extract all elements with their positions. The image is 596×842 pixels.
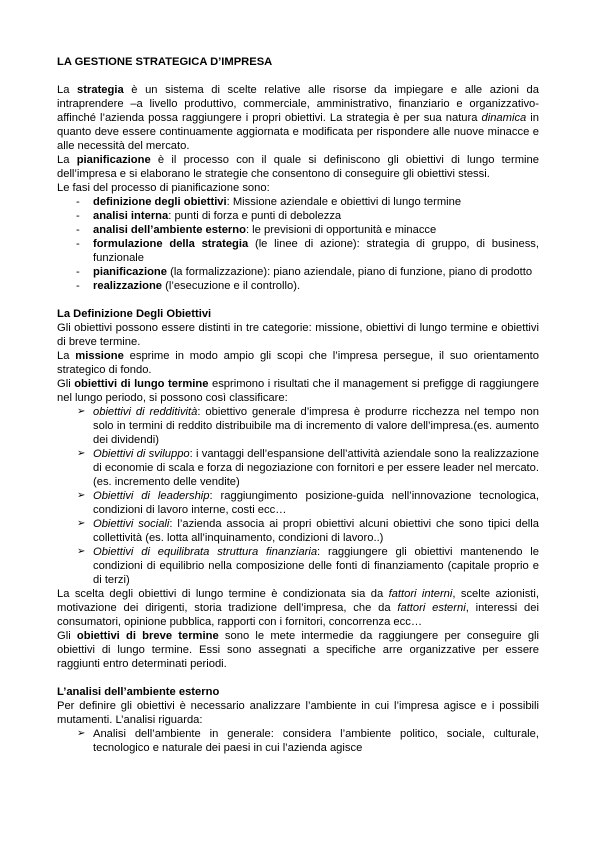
text: La [57, 84, 78, 96]
objective-text: : l’azienda associa ai propri obiettivi alcuni obiettivi che sono tipici della collettività (es. lotta all’inquinamento, condizioni di lavoro..) [93, 518, 539, 544]
term-lungo-termine: obiettivi di lungo termine [74, 378, 209, 390]
phase-name: analisi dell’ambiente esterno [93, 224, 246, 236]
text: esprimono i risultati che il management si prefigge di raggiungere nel lungo periodo, si possono così classificare: [57, 378, 540, 404]
phase-text: (la formalizzazione): piano aziendale, piano di funzione, piano di prodotto [166, 266, 533, 278]
phase-name: formulazione della strategia [93, 238, 249, 250]
phase-name: definizione degli obiettivi [93, 196, 227, 208]
list-item [57, 195, 539, 209]
term-pianificazione: pianificazione [76, 154, 151, 166]
text: , scelte azionisti, motivazione dei dirigenti, storia tradizione dell’impresa, che da [57, 588, 540, 614]
phase-text: (l’esecuzione e il controllo). [162, 280, 301, 292]
phase-text: : le previsioni di opportunità e minacce [245, 224, 437, 236]
phase-name: realizzazione [93, 280, 163, 292]
objective-name: obiettivi di redditività [93, 406, 198, 418]
dash-marker: - [76, 238, 80, 250]
paragraph-categorie: Gli obiettivi possono essere distinti in tre categorie: missione, obiettivi di lungo termine e obiettivi di breve termine. [57, 322, 539, 348]
phases-list [57, 195, 539, 293]
arrow-bullet-icon: ➢ [77, 546, 86, 557]
text: in quanto deve essere continuamente aggiornata e modificata per rispondere alle nuove minacce e alle necessità del mercato. [57, 112, 539, 152]
objective-text: : i vantaggi dell’espansione dell’attività aziendale sono la realizzazione di economie di scala e forza di negoziazione con fornitori e per essere leader nel mercato. (es. incremento delle vendite) [93, 448, 539, 488]
section-heading-obiettivi: La Definizione Degli Obiettivi [57, 308, 212, 320]
text: è il processo con il quale si definiscono gli obiettivi di lungo termine dell’impresa e si elaborano le strategie che consentono di conseguire gli obiettivi stessi. [57, 154, 539, 180]
text: Gli [57, 378, 75, 390]
section-heading-ambiente: L’analisi dell’ambiente esterno [57, 686, 220, 698]
phase-text: : punti di forza e punti di debolezza [168, 210, 342, 222]
objective-name: Obiettivi sociali [93, 518, 170, 530]
phase-name: analisi interna [93, 210, 169, 222]
arrow-bullet-icon: ➢ [77, 448, 86, 459]
text: sono le mete intermedie da raggiungere per conseguire gli obiettivi di lungo termine. Essi sono assegnati a specifiche arre organizzative per essere raggiunti entro determinati periodi. [57, 630, 540, 670]
list-item [57, 517, 539, 545]
list-item [57, 489, 539, 517]
term-missione: missione [75, 350, 124, 362]
list-item [57, 265, 539, 279]
list-item [57, 405, 539, 447]
text: è un sistema di scelte relative alle risorse da impiegare e alle azioni da intraprendere –a livello produttivo, commerciale, amministrativo, finanziario e organizzativo- affinché l’azienda possa raggiungere i propri obiettivi. La strategia è per sua natura [57, 84, 539, 124]
phase-name: pianificazione [93, 266, 167, 278]
document-title: LA GESTIONE STRATEGICA D’IMPRESA [57, 56, 273, 68]
list-item [57, 727, 539, 755]
dash-marker: - [76, 210, 80, 222]
arrow-bullet-icon: ➢ [77, 490, 86, 501]
list-item [57, 279, 539, 293]
objective-name: Obiettivi di leadership [93, 490, 210, 502]
objective-text: : raggiungimento posizione-guida nell’innovazione tecnologica, condizioni di lavoro interne, costi ecc… [93, 490, 539, 516]
environment-analysis-list [57, 727, 539, 755]
objective-name: Obiettivi di sviluppo [93, 448, 190, 460]
objective-name: Obiettivi di equilibrata struttura finanziaria [93, 546, 318, 558]
text: , interessi dei consumatori, opinione pubblica, rapporti con i fornitori, concorrenza ecc… [57, 602, 539, 628]
list-item [57, 447, 539, 489]
dash-marker: - [76, 224, 80, 236]
dash-marker: - [76, 280, 80, 292]
objective-text: : obiettivo generale d’impresa è produrre ricchezza nel tempo non solo in termini di reddito distribuibile ma di incremento di valore dell’impresa.(es. aumento dei dividendi) [93, 406, 539, 446]
text: esprime in modo ampio gli scopi che l’impresa persegue, il suo orientamento strategico di fondo. [57, 350, 539, 376]
list-item [57, 545, 539, 587]
paragraph-ambiente: Per definire gli obiettivi è necessario analizzare l’ambiente in cui l’impresa agisce e i possibili mutamenti. L’analisi riguarda: [57, 700, 539, 726]
paragraph-pianificazione [57, 153, 539, 181]
term-fattori-interni: fattori interni [388, 588, 453, 600]
term-fattori-esterni: fattori esterni [397, 602, 466, 614]
term-breve-termine: obiettivi di breve termine [76, 630, 219, 642]
dash-marker: - [76, 196, 80, 208]
arrow-bullet-icon: ➢ [77, 518, 86, 529]
paragraph-breve-termine [57, 629, 539, 671]
paragraph-fattori [57, 587, 539, 629]
text: La scelta degli obiettivi di lungo termine è condizionata sia da [57, 588, 389, 600]
arrow-bullet-icon: ➢ [77, 406, 86, 417]
paragraph-strategia [57, 83, 539, 153]
long-term-objectives-list [57, 405, 539, 587]
list-item [57, 237, 539, 265]
dash-marker: - [76, 266, 80, 278]
list-item [57, 209, 539, 223]
paragraph-lungo-termine [57, 377, 539, 405]
analysis-text: Analisi dell’ambiente in generale: considera l’ambiente politico, sociale, culturale, tecnologico e naturale dei paesi in cui l’azienda agisce [93, 728, 539, 754]
text: Gli [57, 630, 77, 642]
paragraph-missione [57, 349, 539, 377]
text: La [57, 154, 77, 166]
objective-text: : raggiungere gli obiettivi mantenendo le condizioni di equilibrio nella composizione delle fonti di finanziamento (capitale proprio e di terzi) [93, 546, 539, 586]
list-item [57, 223, 539, 237]
term-dinamica: dinamica [481, 112, 527, 124]
arrow-bullet-icon: ➢ [77, 728, 86, 739]
term-strategia: strategia [77, 84, 124, 96]
paragraph-fasi: Le fasi del processo di pianificazione sono: [57, 182, 270, 194]
phase-text: (le linee di azione): strategia di gruppo, di business, funzionale [93, 238, 539, 264]
phase-text: : Missione aziendale e obiettivi di lungo termine [226, 196, 462, 208]
text: La [57, 350, 76, 362]
